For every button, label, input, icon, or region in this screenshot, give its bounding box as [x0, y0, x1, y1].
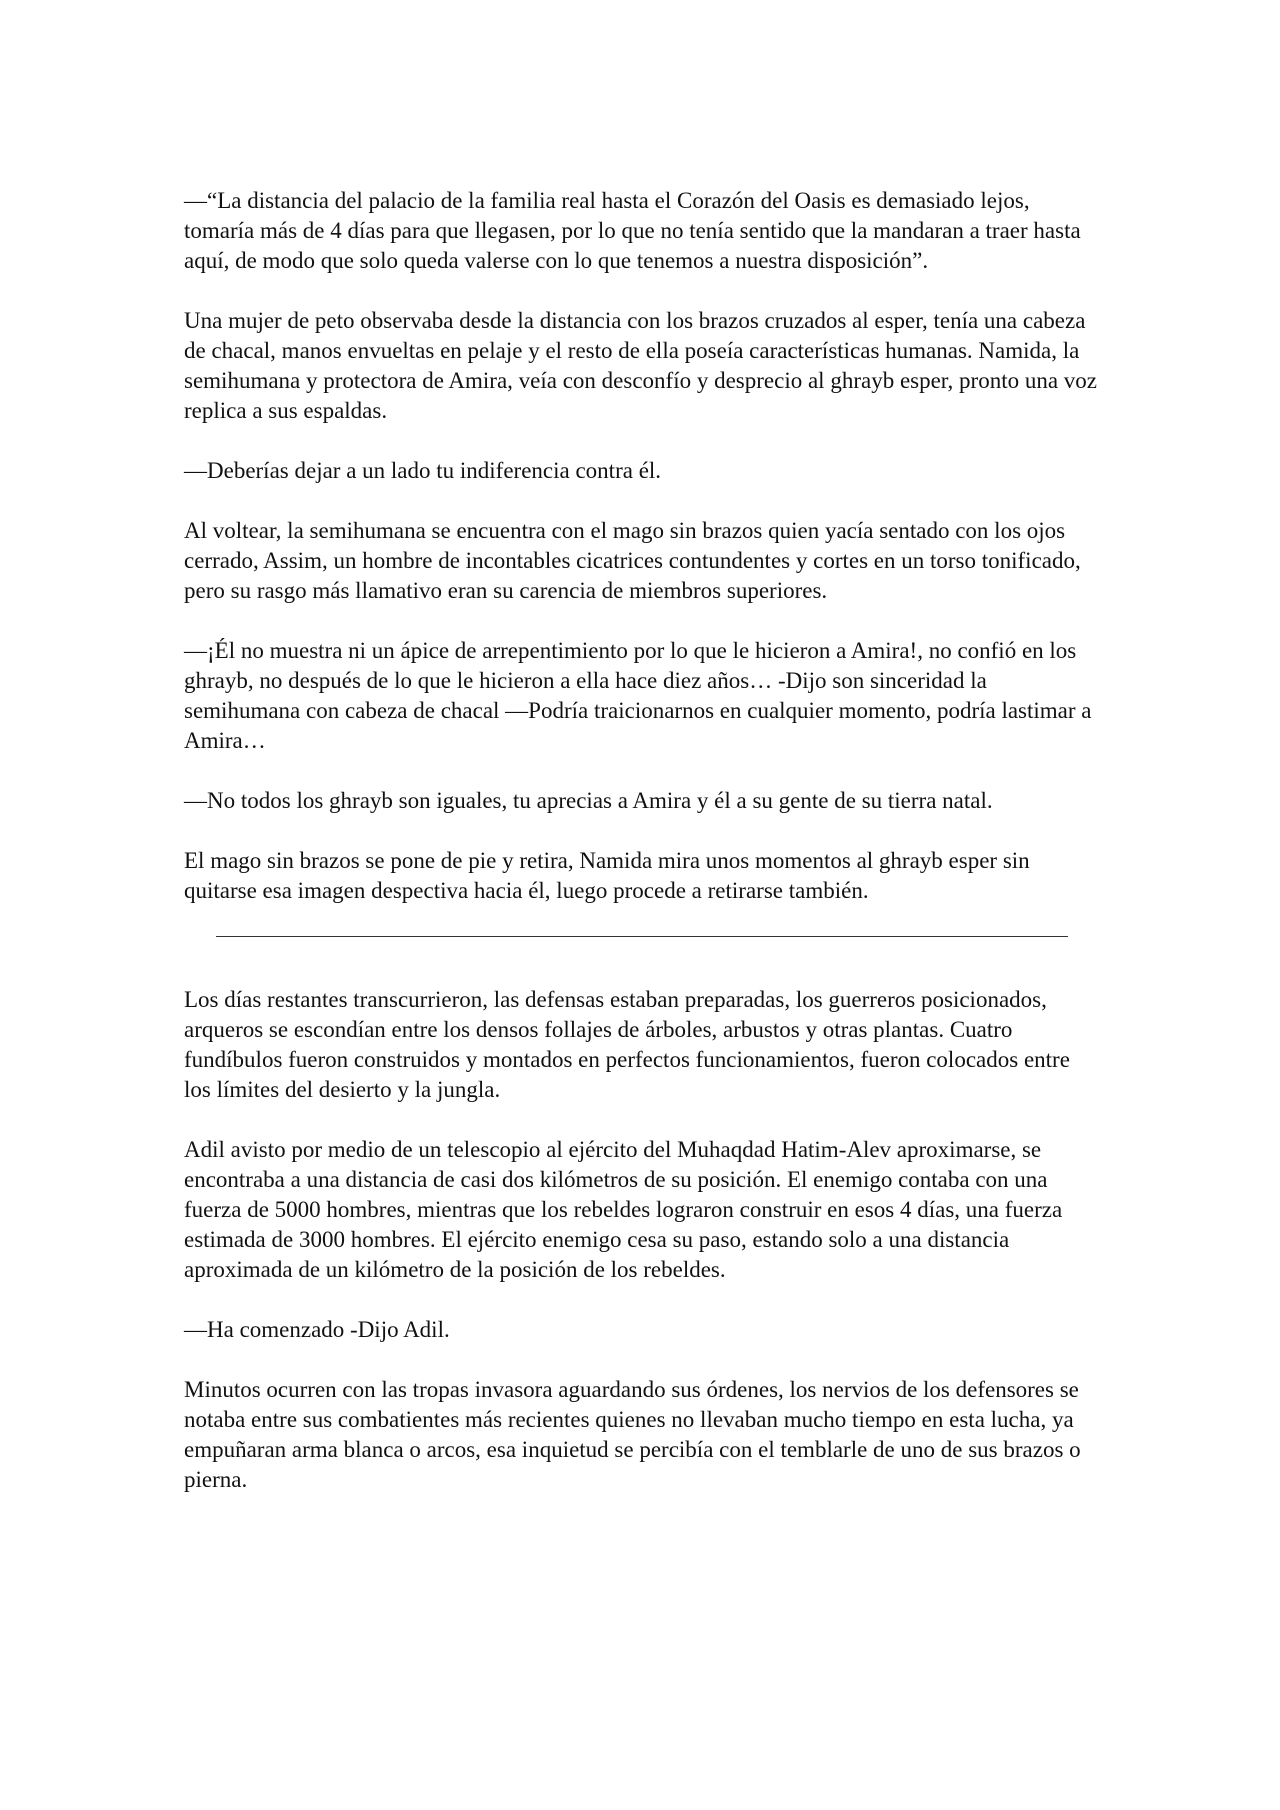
paragraph: —Deberías dejar a un lado tu indiferencia contra él.: [184, 458, 662, 483]
paragraph: Una mujer de peto observaba desde la distancia con los brazos cruzados al esper, tenía una cabeza de chacal, manos envueltas en pelaje y el resto de ella poseía características humanas. Namida, la semihumana y protectora de Amira, veía con desconfío y desprecio al ghrayb esper, pronto una voz replica a sus espaldas.: [184, 308, 1098, 423]
paragraph: —“La distancia del palacio de la familia real hasta el Corazón del Oasis es demasiado lejos, tomaría más de 4 días para que llegasen, por lo que no tenía sentido que la mandaran a traer hasta aquí, de modo que solo queda valerse con lo que tenemos a nuestra disposición”.: [184, 188, 1081, 273]
document-page: [184, 186, 1102, 1525]
paragraph: —Ha comenzado -Dijo Adil.: [184, 1317, 450, 1342]
paragraph: Minutos ocurren con las tropas invasora aguardando sus órdenes, los nervios de los defensores se notaba entre sus combatientes más recientes quienes no llevaban mucho tiempo en esta lucha, ya empuñaran arma blanca o arcos, esa inquietud se percibía con el temblarle de uno de sus brazos o pierna.: [184, 1377, 1081, 1492]
paragraph: —No todos los ghrayb son iguales, tu aprecias a Amira y él a su gente de su tierra natal.: [184, 788, 993, 813]
paragraph: —¡Él no muestra ni un ápice de arrepentimiento por lo que le hicieron a Amira!, no confió en los ghrayb, no después de lo que le hicieron a ella hace diez años… -Dijo son sinceridad la semihumana con cabeza de chacal —Podría traicionarnos en cualquier momento, podría lastimar a Amira…: [184, 638, 1092, 753]
paragraph: Los días restantes transcurrieron, las defensas estaban preparadas, los guerreros posicionados, arqueros se escondían entre los densos follajes de árboles, arbustos y otras plantas. Cuatro fundíbulos fueron construidos y montados en perfectos funcionamientos, fueron colocados entre los límites del desierto y la jungla.: [184, 987, 1070, 1102]
paragraph: Al voltear, la semihumana se encuentra con el mago sin brazos quien yacía sentado con los ojos cerrado, Assim, un hombre de incontables cicatrices contundentes y cortes en un torso tonificado, pero su rasgo más llamativo eran su carencia de miembros superiores.: [184, 518, 1081, 603]
paragraph: Adil avisto por medio de un telescopio al ejército del Muhaqdad Hatim-Alev aproximarse, se encontraba a una distancia de casi dos kilómetros de su posición. El enemigo contaba con una fuerza de 5000 hombres, mientras que los rebeldes lograron construir en esos 4 días, una fuerza estimada de 3000 hombres. El ejército enemigo cesa su paso, estando solo a una distancia aproximada de un kilómetro de la posición de los rebeldes.: [184, 1137, 1063, 1282]
paragraph: El mago sin brazos se pone de pie y retira, Namida mira unos momentos al ghrayb esper sin quitarse esa imagen despectiva hacia él, luego procede a retirarse también.: [184, 848, 1030, 903]
section-divider: [216, 936, 1068, 937]
